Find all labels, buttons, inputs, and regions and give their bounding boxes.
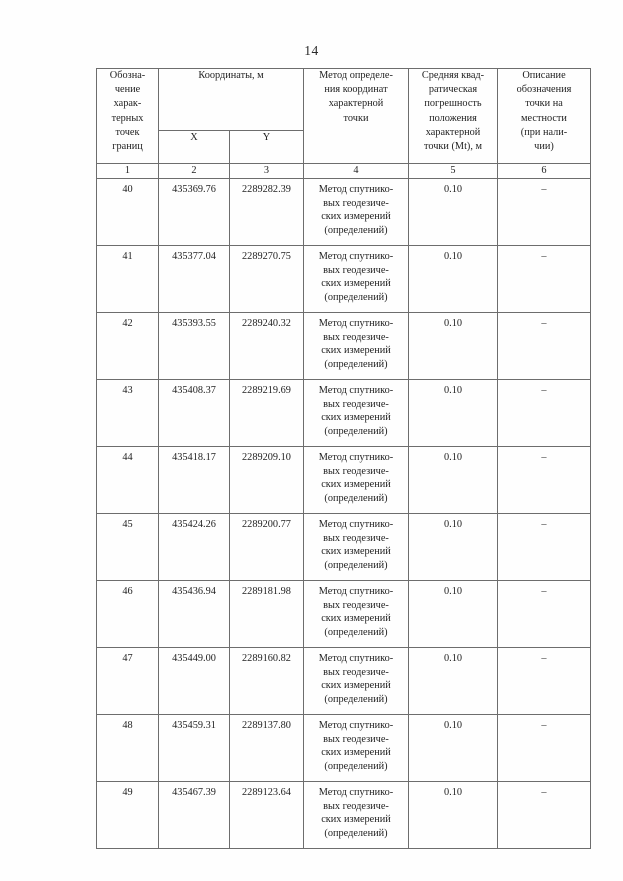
page-number: 14 (304, 43, 319, 58)
header-line: чии) (534, 141, 554, 153)
header-line: границ (112, 141, 143, 153)
method-line: (определений) (324, 225, 388, 237)
cell-mean-square-error: 0.10 (409, 179, 498, 246)
cell-description: – (498, 179, 591, 246)
table-row (97, 648, 591, 715)
cell-mean-square-error: 0.10 (409, 313, 498, 380)
method-line: Метод спутнико- (318, 653, 394, 664)
header-coordinates: Координаты, м (159, 69, 304, 131)
column-number: 5 (409, 164, 498, 179)
header-line: точек (115, 126, 140, 138)
method-line: (определений) (324, 292, 388, 304)
cell-method (304, 246, 409, 313)
header-line: (при нали- (520, 126, 568, 138)
column-number: 3 (230, 164, 304, 179)
table-row (97, 715, 591, 782)
header-line: погрешность (424, 98, 482, 110)
method-line: вых геодезиче- (323, 465, 389, 477)
coordinates-table (96, 68, 591, 849)
cell-mean-square-error: 0.10 (409, 715, 498, 782)
header-mse-lines (409, 69, 497, 154)
cell-coordinate-x: 435449.00 (159, 648, 230, 715)
cell-point-id: 40 (97, 179, 159, 246)
cell-coordinate-y: 2289270.75 (230, 246, 304, 313)
header-method (304, 69, 409, 164)
cell-method (304, 648, 409, 715)
method-line: Метод спутнико- (318, 519, 394, 530)
method-line: ских измерений (321, 613, 391, 625)
cell-point-id: 43 (97, 380, 159, 447)
method-line: ских измерений (321, 345, 391, 357)
method-line: (определений) (324, 627, 388, 639)
column-number: 2 (159, 164, 230, 179)
cell-method (304, 447, 409, 514)
header-coordinate-y: Y (230, 130, 304, 163)
cell-coordinate-y: 2289123.64 (230, 782, 304, 849)
method-line: ских измерений (321, 479, 391, 491)
method-line: ских измерений (321, 814, 391, 826)
method-line: Метод спутнико- (318, 787, 394, 798)
cell-description: – (498, 715, 591, 782)
cell-method (304, 380, 409, 447)
header-line: Средняя квад- (421, 70, 485, 81)
cell-mean-square-error: 0.10 (409, 380, 498, 447)
method-line: вых геодезиче- (323, 331, 389, 343)
cell-coordinate-y: 2289282.39 (230, 179, 304, 246)
column-number: 4 (304, 164, 409, 179)
column-number-row (97, 164, 591, 179)
method-line: ских измерений (321, 680, 391, 692)
header-description-lines (498, 69, 590, 154)
cell-mean-square-error: 0.10 (409, 514, 498, 581)
column-number: 6 (498, 164, 591, 179)
method-line: Метод спутнико- (318, 720, 394, 731)
cell-coordinate-x: 435459.31 (159, 715, 230, 782)
method-line: Метод спутнико- (318, 385, 394, 396)
method-line: Метод спутнико- (318, 184, 394, 195)
table-row (97, 782, 591, 849)
method-line: (определений) (324, 359, 388, 371)
cell-mean-square-error: 0.10 (409, 648, 498, 715)
cell-point-id: 49 (97, 782, 159, 849)
cell-coordinate-x: 435424.26 (159, 514, 230, 581)
cell-description: – (498, 447, 591, 514)
method-line: Метод спутнико- (318, 318, 394, 329)
table-row (97, 380, 591, 447)
method-line: ских измерений (321, 747, 391, 759)
table-row (97, 581, 591, 648)
cell-method (304, 514, 409, 581)
method-line: вых геодезиче- (323, 733, 389, 745)
header-line: чение (114, 84, 141, 96)
method-line: (определений) (324, 493, 388, 505)
method-line: вых геодезиче- (323, 666, 389, 678)
method-line: Метод спутнико- (318, 251, 394, 262)
cell-coordinate-y: 2289200.77 (230, 514, 304, 581)
cell-coordinate-x: 435436.94 (159, 581, 230, 648)
column-number: 1 (97, 164, 159, 179)
method-line: (определений) (324, 761, 388, 773)
table-row (97, 179, 591, 246)
cell-mean-square-error: 0.10 (409, 246, 498, 313)
cell-mean-square-error: 0.10 (409, 581, 498, 648)
header-line: характерной (328, 98, 384, 110)
header-line: ния координат (324, 84, 388, 96)
cell-point-id: 48 (97, 715, 159, 782)
header-point-designation-lines (97, 69, 158, 154)
header-line: Метод определе- (319, 70, 393, 81)
cell-method (304, 313, 409, 380)
table-row (97, 246, 591, 313)
method-line: вых геодезиче- (323, 532, 389, 544)
cell-coordinate-x: 435377.04 (159, 246, 230, 313)
header-line: местности (521, 112, 567, 124)
header-line: харак- (113, 98, 142, 110)
cell-method (304, 782, 409, 849)
method-line: вых геодезиче- (323, 599, 389, 611)
method-line: (определений) (324, 426, 388, 438)
cell-coordinate-y: 2289160.82 (230, 648, 304, 715)
header-method-lines (304, 69, 408, 126)
header-point-designation (97, 69, 159, 164)
header-line: ратическая (428, 84, 478, 96)
cell-method (304, 715, 409, 782)
header-row-main (97, 69, 591, 131)
header-line: точки на (525, 98, 563, 110)
cell-description: – (498, 514, 591, 581)
method-line: вых геодезиче- (323, 197, 389, 209)
cell-description: – (498, 782, 591, 849)
cell-point-id: 41 (97, 246, 159, 313)
header-line: положения (429, 112, 477, 124)
method-line: (определений) (324, 828, 388, 840)
header-line: обозначения (516, 84, 572, 96)
method-line: ских измерений (321, 278, 391, 290)
coordinates-table-container (96, 68, 590, 849)
cell-description: – (498, 246, 591, 313)
cell-point-id: 42 (97, 313, 159, 380)
header-line: точки (Mt), м (423, 141, 483, 153)
cell-coordinate-y: 2289137.80 (230, 715, 304, 782)
cell-description: – (498, 380, 591, 447)
cell-coordinate-x: 435467.39 (159, 782, 230, 849)
cell-point-id: 46 (97, 581, 159, 648)
cell-method (304, 581, 409, 648)
cell-point-id: 45 (97, 514, 159, 581)
cell-coordinate-y: 2289219.69 (230, 380, 304, 447)
method-line: (определений) (324, 694, 388, 706)
cell-coordinate-x: 435408.37 (159, 380, 230, 447)
cell-mean-square-error: 0.10 (409, 782, 498, 849)
table-body (97, 179, 591, 849)
cell-description: – (498, 581, 591, 648)
method-line: ских измерений (321, 211, 391, 223)
method-line: ских измерений (321, 546, 391, 558)
table-row (97, 514, 591, 581)
cell-description: – (498, 313, 591, 380)
cell-point-id: 44 (97, 447, 159, 514)
header-line: Обозна- (109, 70, 146, 81)
table-row (97, 447, 591, 514)
header-line: точки (343, 112, 369, 124)
method-line: Метод спутнико- (318, 586, 394, 597)
header-line: Описание (522, 70, 566, 81)
table-header (97, 69, 591, 179)
method-line: вых геодезиче- (323, 398, 389, 410)
cell-point-id: 47 (97, 648, 159, 715)
cell-coordinate-y: 2289240.32 (230, 313, 304, 380)
method-line: вых геодезиче- (323, 264, 389, 276)
cell-coordinate-y: 2289209.10 (230, 447, 304, 514)
header-line: характерной (425, 126, 481, 138)
cell-mean-square-error: 0.10 (409, 447, 498, 514)
table-row (97, 313, 591, 380)
method-line: ских измерений (321, 412, 391, 424)
header-line: терных (111, 112, 144, 124)
method-line: (определений) (324, 560, 388, 572)
header-coordinate-x: X (159, 130, 230, 163)
method-line: Метод спутнико- (318, 452, 394, 463)
cell-coordinate-y: 2289181.98 (230, 581, 304, 648)
cell-method (304, 179, 409, 246)
cell-coordinate-x: 435418.17 (159, 447, 230, 514)
cell-description: – (498, 648, 591, 715)
header-mean-square-error (409, 69, 498, 164)
cell-coordinate-x: 435393.55 (159, 313, 230, 380)
header-description (498, 69, 591, 164)
method-line: вых геодезиче- (323, 800, 389, 812)
cell-coordinate-x: 435369.76 (159, 179, 230, 246)
